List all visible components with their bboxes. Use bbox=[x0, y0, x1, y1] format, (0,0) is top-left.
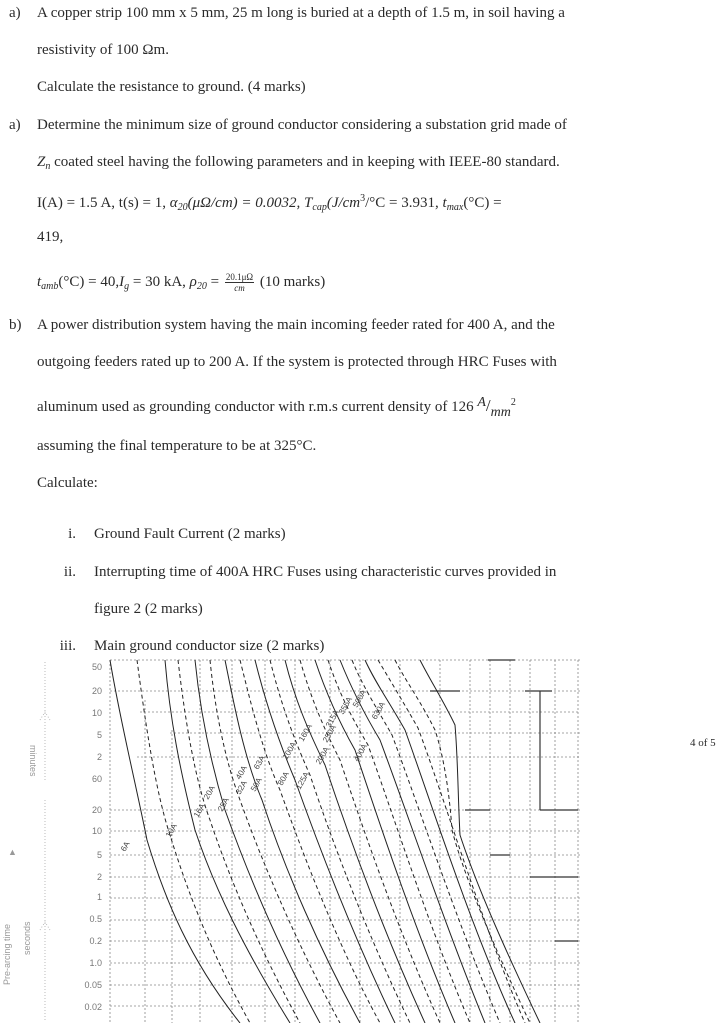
text: coated steel having the following parameters and in keeping with IEEE-80 standard. bbox=[50, 154, 560, 170]
svg-text:5: 5 bbox=[96, 730, 102, 740]
sup: 3 bbox=[360, 193, 366, 204]
text: I(A) = 1.5 A, t(s) = 1, bbox=[37, 195, 170, 211]
question-text: resistivity of 100 Ωm. bbox=[37, 42, 169, 58]
item-text: figure 2 (2 marks) bbox=[94, 601, 203, 617]
parameter-line bbox=[37, 272, 325, 296]
var-tmax: t bbox=[442, 195, 447, 211]
question-label: b) bbox=[9, 317, 22, 333]
svg-text:630A: 630A bbox=[369, 700, 388, 721]
unit-num: A bbox=[477, 395, 486, 410]
y-axis-labels bbox=[2, 745, 38, 985]
page-number: 4 of 5 bbox=[690, 737, 716, 749]
question-text: 419, bbox=[37, 229, 64, 245]
curve-20a bbox=[178, 660, 300, 1023]
marks: (10 marks) bbox=[256, 273, 326, 290]
text: = 30 kA, bbox=[129, 273, 190, 290]
svg-text:25A: 25A bbox=[215, 796, 231, 813]
svg-text:315A: 315A bbox=[323, 708, 342, 729]
question-text bbox=[37, 153, 560, 176]
svg-text:seconds: seconds bbox=[22, 921, 32, 955]
text: (°C) = 40, bbox=[58, 273, 120, 290]
curve-50a bbox=[240, 660, 380, 1023]
question-text: Calculate: bbox=[37, 475, 98, 491]
item-number: i. bbox=[68, 526, 76, 542]
var-sub: n bbox=[45, 161, 51, 172]
axis-brackets bbox=[40, 662, 50, 1020]
var-z: Z bbox=[37, 154, 46, 170]
text: aluminum used as grounding conductor with r.m.s current density of 126 bbox=[37, 399, 478, 415]
var-tamb: t bbox=[37, 273, 42, 290]
question-text: Determine the minimum size of ground conductor considering a substation grid made of bbox=[37, 117, 567, 133]
var-sub: max bbox=[446, 202, 464, 213]
fuse-curves bbox=[110, 660, 540, 1023]
var-ig: I bbox=[119, 273, 125, 290]
var-sub: g bbox=[124, 280, 130, 292]
svg-text:10A: 10A bbox=[163, 822, 179, 839]
unit-den: mm bbox=[490, 405, 511, 420]
svg-text:160A: 160A bbox=[296, 722, 315, 743]
text: (J/cm bbox=[326, 195, 361, 211]
curve-6a bbox=[110, 660, 240, 1023]
svg-text:50: 50 bbox=[91, 662, 102, 672]
svg-text:40A: 40A bbox=[233, 764, 249, 781]
svg-text:minutes: minutes bbox=[28, 745, 38, 777]
question-label: a) bbox=[9, 117, 21, 133]
curve-250a bbox=[340, 660, 485, 1023]
var-sub: 20 bbox=[196, 280, 207, 292]
svg-text:10: 10 bbox=[91, 826, 102, 836]
fuse-characteristic-chart bbox=[0, 655, 728, 1023]
fraction-num: 20.1μΩ bbox=[225, 272, 254, 282]
item-text: Interrupting time of 400A HRC Fuses using characteristic curves provided in bbox=[94, 564, 557, 580]
var-alpha: α bbox=[169, 195, 178, 211]
curve-10a bbox=[137, 660, 250, 1023]
fraction bbox=[225, 272, 254, 293]
y-axis-ticks bbox=[84, 662, 102, 1012]
svg-text:0.05: 0.05 bbox=[84, 980, 102, 990]
item-number: ii. bbox=[63, 564, 76, 580]
curve-630a bbox=[420, 660, 540, 1023]
var-sub: amb bbox=[41, 280, 59, 292]
text: (°C) = bbox=[463, 195, 502, 211]
var-sub: 20 bbox=[177, 202, 188, 213]
var-sub: cap bbox=[312, 202, 327, 213]
curve-32a bbox=[210, 660, 340, 1023]
arrow-marker: ▲ bbox=[8, 847, 17, 857]
var-tcap: T bbox=[304, 195, 313, 211]
svg-text:50A: 50A bbox=[248, 776, 264, 793]
svg-text:20: 20 bbox=[91, 805, 102, 815]
text: /°C = 3.931, bbox=[365, 195, 443, 211]
svg-text:20A: 20A bbox=[201, 784, 217, 801]
svg-text:5: 5 bbox=[96, 850, 102, 860]
svg-text:1.0: 1.0 bbox=[89, 958, 102, 968]
svg-text:250A: 250A bbox=[320, 723, 339, 744]
curve-200a bbox=[328, 660, 470, 1023]
svg-text:200A: 200A bbox=[313, 745, 332, 766]
svg-text:2: 2 bbox=[96, 872, 102, 882]
svg-text:125A: 125A bbox=[293, 770, 312, 791]
svg-text:10: 10 bbox=[91, 708, 102, 718]
curve-100a bbox=[285, 660, 425, 1023]
text: (μΩ/cm) = 0.0032, bbox=[187, 195, 305, 211]
svg-text:60: 60 bbox=[91, 774, 102, 784]
question-text: Calculate the resistance to ground. (4 marks) bbox=[37, 79, 306, 95]
text: = bbox=[206, 273, 223, 290]
svg-text:63A: 63A bbox=[251, 754, 267, 771]
svg-text:Pre-arcing time: Pre-arcing time bbox=[2, 923, 12, 985]
svg-text:80A: 80A bbox=[275, 770, 291, 787]
question-label: a) bbox=[9, 5, 21, 21]
fraction-den: cm bbox=[234, 283, 245, 293]
sup: 2 bbox=[510, 397, 516, 408]
item-number: iii. bbox=[59, 638, 76, 654]
var-rho: ρ bbox=[189, 273, 197, 290]
svg-text:400A: 400A bbox=[351, 742, 370, 763]
svg-text:0.2: 0.2 bbox=[89, 936, 102, 946]
item-text: Main ground conductor size (2 marks) bbox=[94, 638, 325, 654]
svg-text:1: 1 bbox=[96, 892, 102, 902]
question-text: assuming the final temperature to be at 325°C. bbox=[37, 438, 317, 454]
svg-text:100A: 100A bbox=[280, 740, 299, 761]
svg-text:500A: 500A bbox=[350, 688, 369, 709]
svg-text:6A: 6A bbox=[118, 840, 132, 853]
svg-text:355A: 355A bbox=[336, 695, 355, 716]
parameter-line bbox=[37, 190, 502, 217]
svg-text:0.5: 0.5 bbox=[89, 914, 102, 924]
svg-text:16A: 16A bbox=[191, 802, 207, 819]
svg-text:0.02: 0.02 bbox=[84, 1002, 102, 1012]
svg-text:20: 20 bbox=[91, 686, 102, 696]
item-text: Ground Fault Current (2 marks) bbox=[94, 526, 286, 542]
question-text: A copper strip 100 mm x 5 mm, 25 m long is buried at a depth of 1.5 m, in soil having a bbox=[37, 5, 565, 21]
question-text: aluminum used as grounding conductor with r.m.s current density of 126 $A/mm^2$ bbox=[37, 395, 516, 420]
svg-text:2: 2 bbox=[96, 752, 102, 762]
question-text: A power distribution system having the main incoming feeder rated for 400 A, and the bbox=[37, 317, 555, 333]
question-text: outgoing feeders rated up to 200 A. If the system is protected through HRC Fuses with bbox=[37, 354, 557, 370]
svg-text:32A: 32A bbox=[233, 779, 249, 796]
chart-markers bbox=[430, 660, 578, 941]
